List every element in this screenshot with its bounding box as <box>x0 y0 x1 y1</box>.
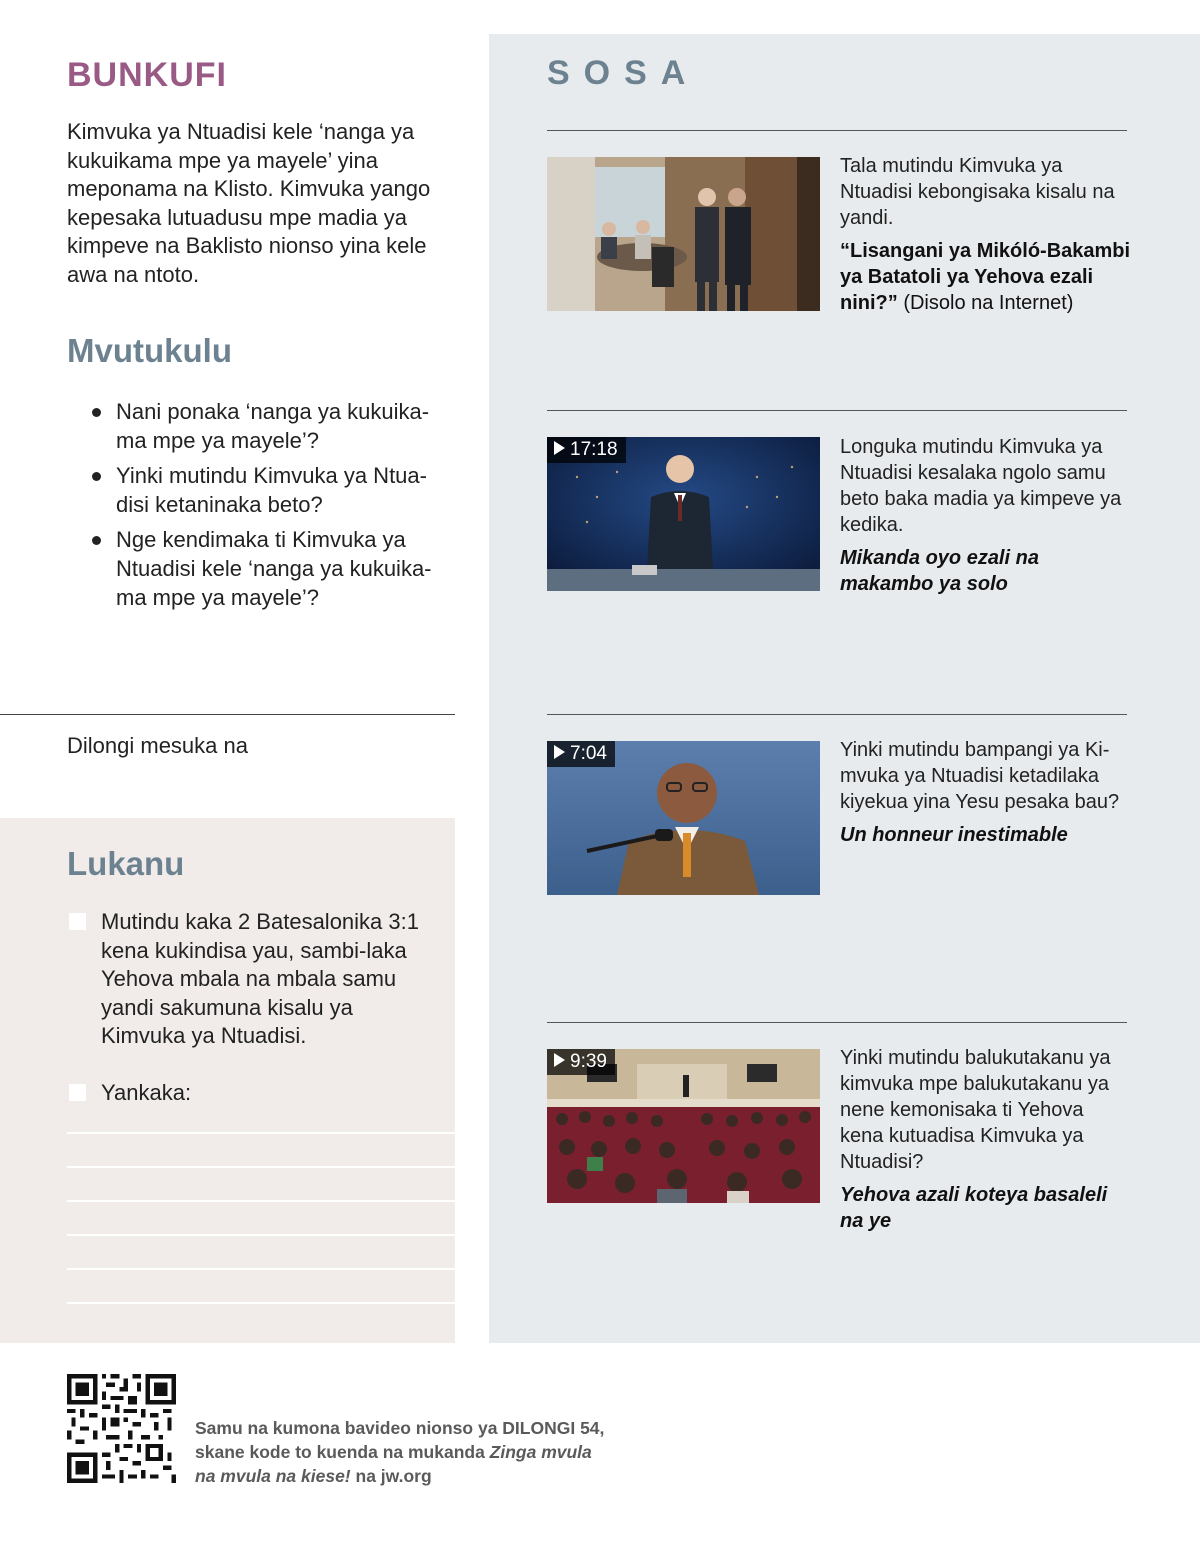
video-duration-badge: 9:39 <box>547 1049 615 1075</box>
review-list <box>92 397 452 618</box>
goal-item <box>67 908 437 1051</box>
divider <box>547 714 1127 715</box>
goal-item <box>67 1079 437 1108</box>
book-title: Zinga mvula <box>489 1442 592 1462</box>
play-icon <box>554 745 565 759</box>
list-item <box>92 461 452 519</box>
write-line[interactable] <box>67 1268 455 1270</box>
write-line[interactable] <box>67 1200 455 1202</box>
video-duration-badge: 17:18 <box>547 437 626 463</box>
site-link[interactable]: na jw.org <box>350 1466 432 1486</box>
divider <box>547 130 1127 131</box>
qr-code-icon[interactable] <box>67 1374 176 1483</box>
book-title: na mvula na kiese! <box>195 1466 351 1486</box>
divider <box>547 410 1127 411</box>
meeting-room-image <box>547 157 820 311</box>
explore-heading: SOSA <box>547 54 700 92</box>
video-question: Yinki mutindu balukutakanu ya kimvuka mpe balukutakanu ya nene kemonisaka ti Yehova kena kutuadisa Kimvuka ya Ntuadisi? <box>840 1047 1111 1173</box>
summary-heading: BUNKUFI <box>67 56 227 94</box>
article-question: Tala mutindu Kimvuka ya Ntuadisi kebongisaka kisalu na yandi. <box>840 155 1115 229</box>
divider <box>547 1022 1127 1023</box>
goal-heading: Lukanu <box>67 845 185 882</box>
video-title[interactable]: Yehova azali koteya basaleli na ye <box>840 1184 1108 1232</box>
bullet-icon <box>92 408 101 417</box>
video-duration-badge: 7:04 <box>547 741 615 767</box>
play-icon <box>554 441 565 455</box>
goal-text: Mutindu kaka 2 Batesalonika 3:1 kena kukindisa yau, sambi-laka Yehova mbala na mbala samu yandi sakumuna kisalu ya Kimvuka ya Ntuadisi. <box>101 909 419 1048</box>
bullet-icon <box>92 472 101 481</box>
play-icon <box>554 1053 565 1067</box>
review-question: Nani ponaka ‘nanga ya kukuika-ma mpe ya mayele’? <box>116 399 430 453</box>
write-line[interactable] <box>67 1302 455 1304</box>
article-title: “Lisangani ya Mikóló-Bakambi ya Batatoli ya Yehova ezali nini?” <box>840 240 1131 314</box>
video-question: Longuka mutindu Kimvuka ya Ntuadisi kesalaka ngolo samu beto baka madia ya kimpeve ya kedika. <box>840 436 1122 536</box>
write-line[interactable] <box>67 1234 455 1236</box>
video-thumbnail[interactable] <box>547 741 820 895</box>
list-item <box>92 397 452 455</box>
video-title[interactable]: Un honneur inestimable <box>840 824 1068 846</box>
article-thumbnail[interactable] <box>547 157 820 311</box>
write-line[interactable] <box>67 1166 455 1168</box>
review-question: Nge kendimaka ti Kimvuka ya Ntuadisi kele ‘nanga ya kukuika-ma mpe ya mayele’? <box>116 527 432 610</box>
footer-line: skane kode to kuenda na mukanda Zinga mvula <box>195 1442 592 1462</box>
write-line[interactable] <box>67 1132 455 1134</box>
video-thumbnail[interactable] <box>547 1049 820 1203</box>
bullet-icon <box>92 536 101 545</box>
list-item <box>92 525 452 612</box>
article-type: (Disolo na Internet) <box>903 292 1074 314</box>
review-heading: Mvutukulu <box>67 332 232 369</box>
footer-note <box>195 1416 625 1488</box>
review-question: Yinki mutindu Kimvuka ya Ntua-disi ketaninaka beto? <box>116 463 427 517</box>
video-thumbnail[interactable] <box>547 437 820 591</box>
goal-text: Yankaka: <box>101 1080 192 1105</box>
checkbox[interactable] <box>69 913 86 930</box>
divider <box>0 714 455 715</box>
lesson-completed-label: Dilongi mesuka na <box>67 733 248 758</box>
footer-line <box>195 1464 625 1488</box>
video-title[interactable]: Mikanda oyo ezali na makambo ya solo <box>840 547 1039 595</box>
footer-line: Samu na kumona bavideo nionso ya DILONGI 54, <box>195 1418 605 1438</box>
article-link[interactable] <box>840 238 1135 316</box>
video-question: Yinki mutindu bampangi ya Ki-mvuka ya Ntuadisi ketadilaka kiyekua yina Yesu pesaka bau? <box>840 739 1120 813</box>
checkbox[interactable] <box>69 1084 86 1101</box>
summary-text: Kimvuka ya Ntuadisi kele ‘nanga ya kukuikama mpe ya mayele’ yina meponama na Klisto. Kimvuka yango kepesaka lutuadusu mpe madia ya kimpeve na Baklisto nionso yina kele awa na ntoto. <box>67 119 431 287</box>
